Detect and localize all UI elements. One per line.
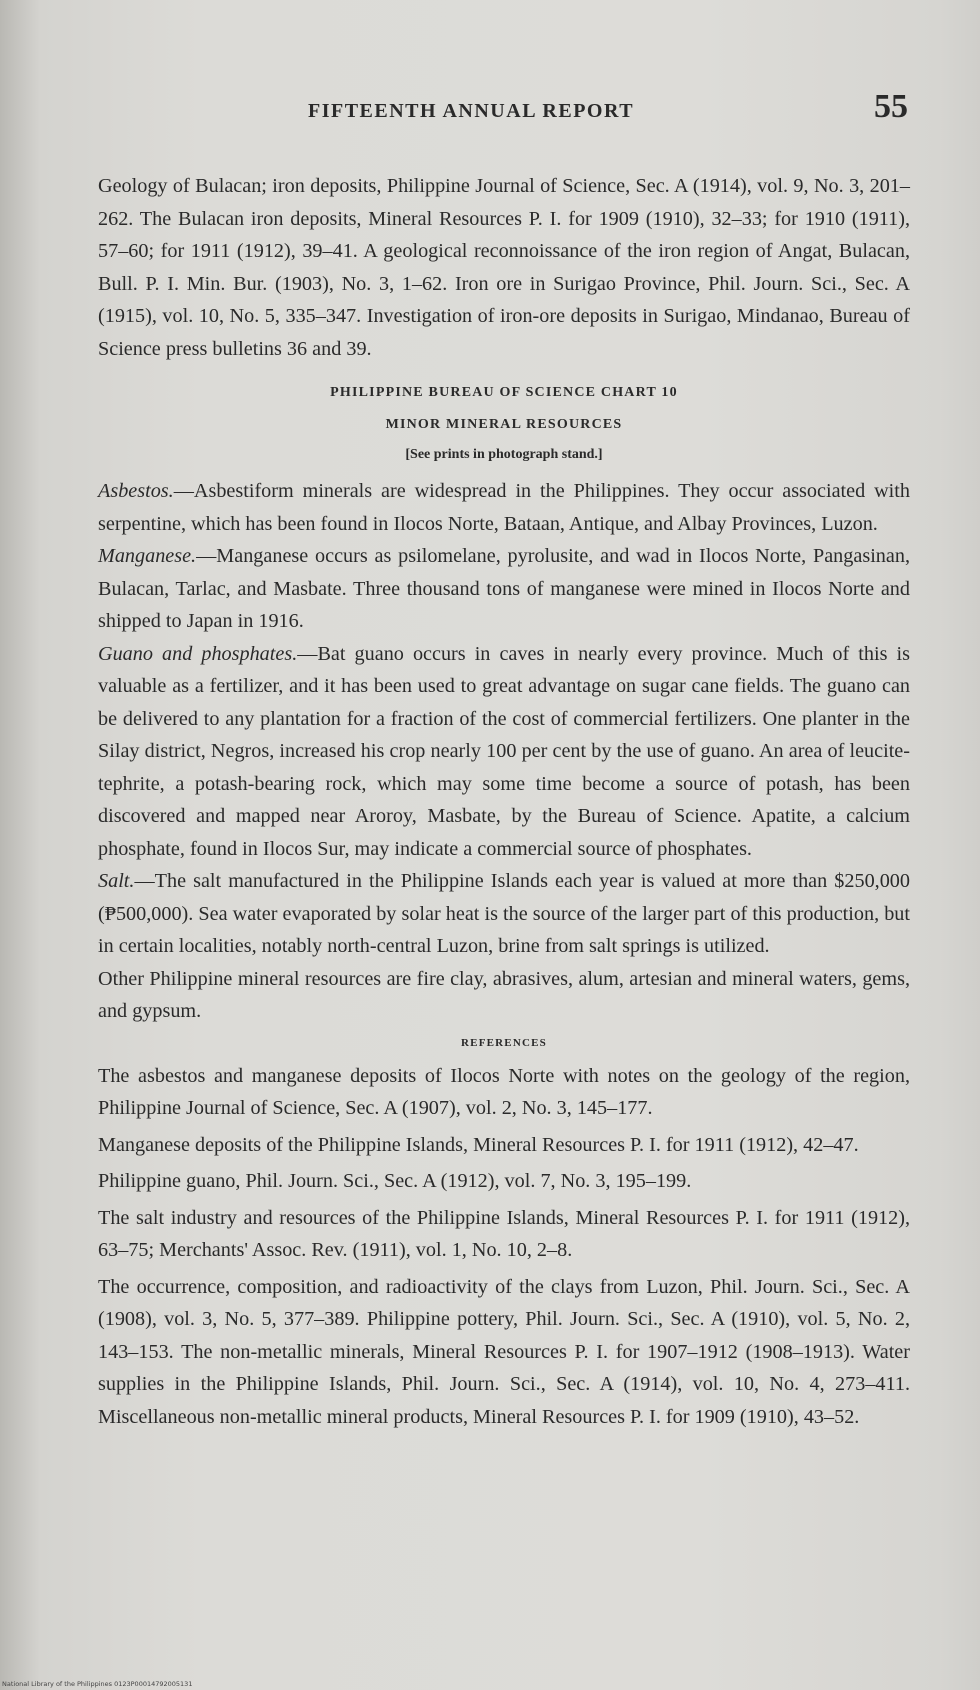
paragraph-salt: [98, 865, 910, 963]
footer-note: National Library of the Philippines 0123P00014792005131: [2, 1680, 193, 1688]
chart-heading: PHILIPPINE BUREAU OF SCIENCE CHART 10: [330, 385, 678, 400]
running-head: [98, 88, 910, 136]
body-paragraphs: [98, 475, 910, 1028]
reference-item: The occurrence, composition, and radioactivity of the clays from Luzon, Phil. Journ. Sci., Sec. A (1908), vol. 3, No. 5, 377–389. Philippine pottery, Phil. Journ. Sci., Sec. A (1910), vol. 5, No. 2, 143–153. The non-metallic minerals, Mineral Resources P. I. for 1907–1912 (1908–1913). Water supplies in the Philippine Islands, Phil. Journ. Sci., Sec. A (1914), vol. 10, No. 4, 273–411. Miscellaneous non-metallic mineral products, Mineral Resources P. I. for 1909 (1910), 43–52.: [98, 1275, 910, 1428]
reference-item: The asbestos and manganese deposits of Ilocos Norte with notes on the geology of the region, Philippine Journal of Science, Sec. A (1907), vol. 2, No. 3, 145–177.: [98, 1064, 910, 1119]
intro-paragraph: Geology of Bulacan; iron deposits, Philippine Journal of Science, Sec. A (1914), vol. 9, No. 3, 201–262. The Bulacan iron deposits, Mineral Resources P. I. for 1909 (1910), 32–33; for 1910 (1911), 57–60; for 1911 (1912), 39–41. A geological reconnoissance of the iron region of Angat, Bulacan, Bull. P. I. Min. Bur. (1903), No. 3, 1–62. Iron ore in Surigao Province, Phil. Journ. Sci., Sec. A (1915), vol. 10, No. 5, 335–347. Investigation of iron-ore deposits in Surigao, Mindanao, Bureau of Science press bulletins 36 and 39.: [98, 175, 910, 360]
paragraph-lead: Guano and phosphates.: [98, 642, 298, 665]
reference-item: Philippine guano, Phil. Journ. Sci., Sec. A (1912), vol. 7, No. 3, 195–199.: [98, 1170, 692, 1192]
see-note: [See prints in photograph stand.]: [405, 447, 603, 462]
reference-item: Manganese deposits of the Philippine Islands, Mineral Resources P. I. for 1911 (1912), 42–47.: [98, 1133, 859, 1156]
paragraph-asbestos: [98, 475, 910, 540]
paragraph-other: [98, 963, 910, 1028]
section-heading: MINOR MINERAL RESOURCES: [385, 417, 623, 432]
paragraph-text: —Manganese occurs as psilomelane, pyrolusite, and wad in Ilocos Norte, Pangasinan, Bulacan, Tarlac, and Masbate. Three thousand tons of manganese were mined in Ilocos Norte and shipped to Japan in 1916.: [98, 545, 910, 632]
references-list: [98, 1060, 910, 1434]
paragraph-guano: [98, 638, 910, 866]
paragraph-lead: Asbestos.: [98, 480, 174, 502]
paragraph-text: —The salt manufactured in the Philippine Islands each year is valued at more than $250,000 (₱500,000). Sea water evaporated by solar heat is the source of the larger part of this production, but in certain localities, notably north-central Luzon, brine from salt springs is utilized.: [98, 870, 910, 957]
paragraph-manganese: [98, 540, 910, 638]
reference-item: The salt industry and resources of the Philippine Islands, Mineral Resources P. I. for 1911 (1912), 63–75; Merchants' Assoc. Rev. (1911), vol. 1, No. 10, 2–8.: [98, 1206, 910, 1261]
paragraph-text: Other Philippine mineral resources are fire clay, abrasives, alum, artesian and mineral waters, gems, and gypsum.: [98, 967, 910, 1022]
page-number: 55: [874, 88, 908, 125]
references-heading: REFERENCES: [461, 1036, 547, 1049]
running-title: FIFTEENTH ANNUAL REPORT: [308, 100, 635, 122]
paragraph-text: —Bat guano occurs in caves in nearly every province. Much of this is valuable as a fertilizer, and it has been used to great advantage on sugar cane fields. The guano can be delivered to any plantation for a fraction of the cost of commercial fertilizers. One planter in the Silay district, Negros, increased his crop nearly 100 per cent by the use of guano. An area of leucite-tephrite, a potash-bearing rock, which may some time become a source of potash, has been discovered and mapped near Aroroy, Masbate, by the Bureau of Science. Apatite, a calcium phosphate, found in Ilocos Sur, may indicate a commercial source of phosphates.: [98, 642, 910, 860]
paragraph-text: —Asbestiform minerals are widespread in the Philippines. They occur associated with serpentine, which has been found in Ilocos Norte, Bataan, Antique, and Albay Provinces, Luzon.: [98, 480, 910, 535]
paragraph-lead: Manganese.: [98, 545, 197, 567]
paragraph-lead: Salt.: [98, 870, 135, 892]
